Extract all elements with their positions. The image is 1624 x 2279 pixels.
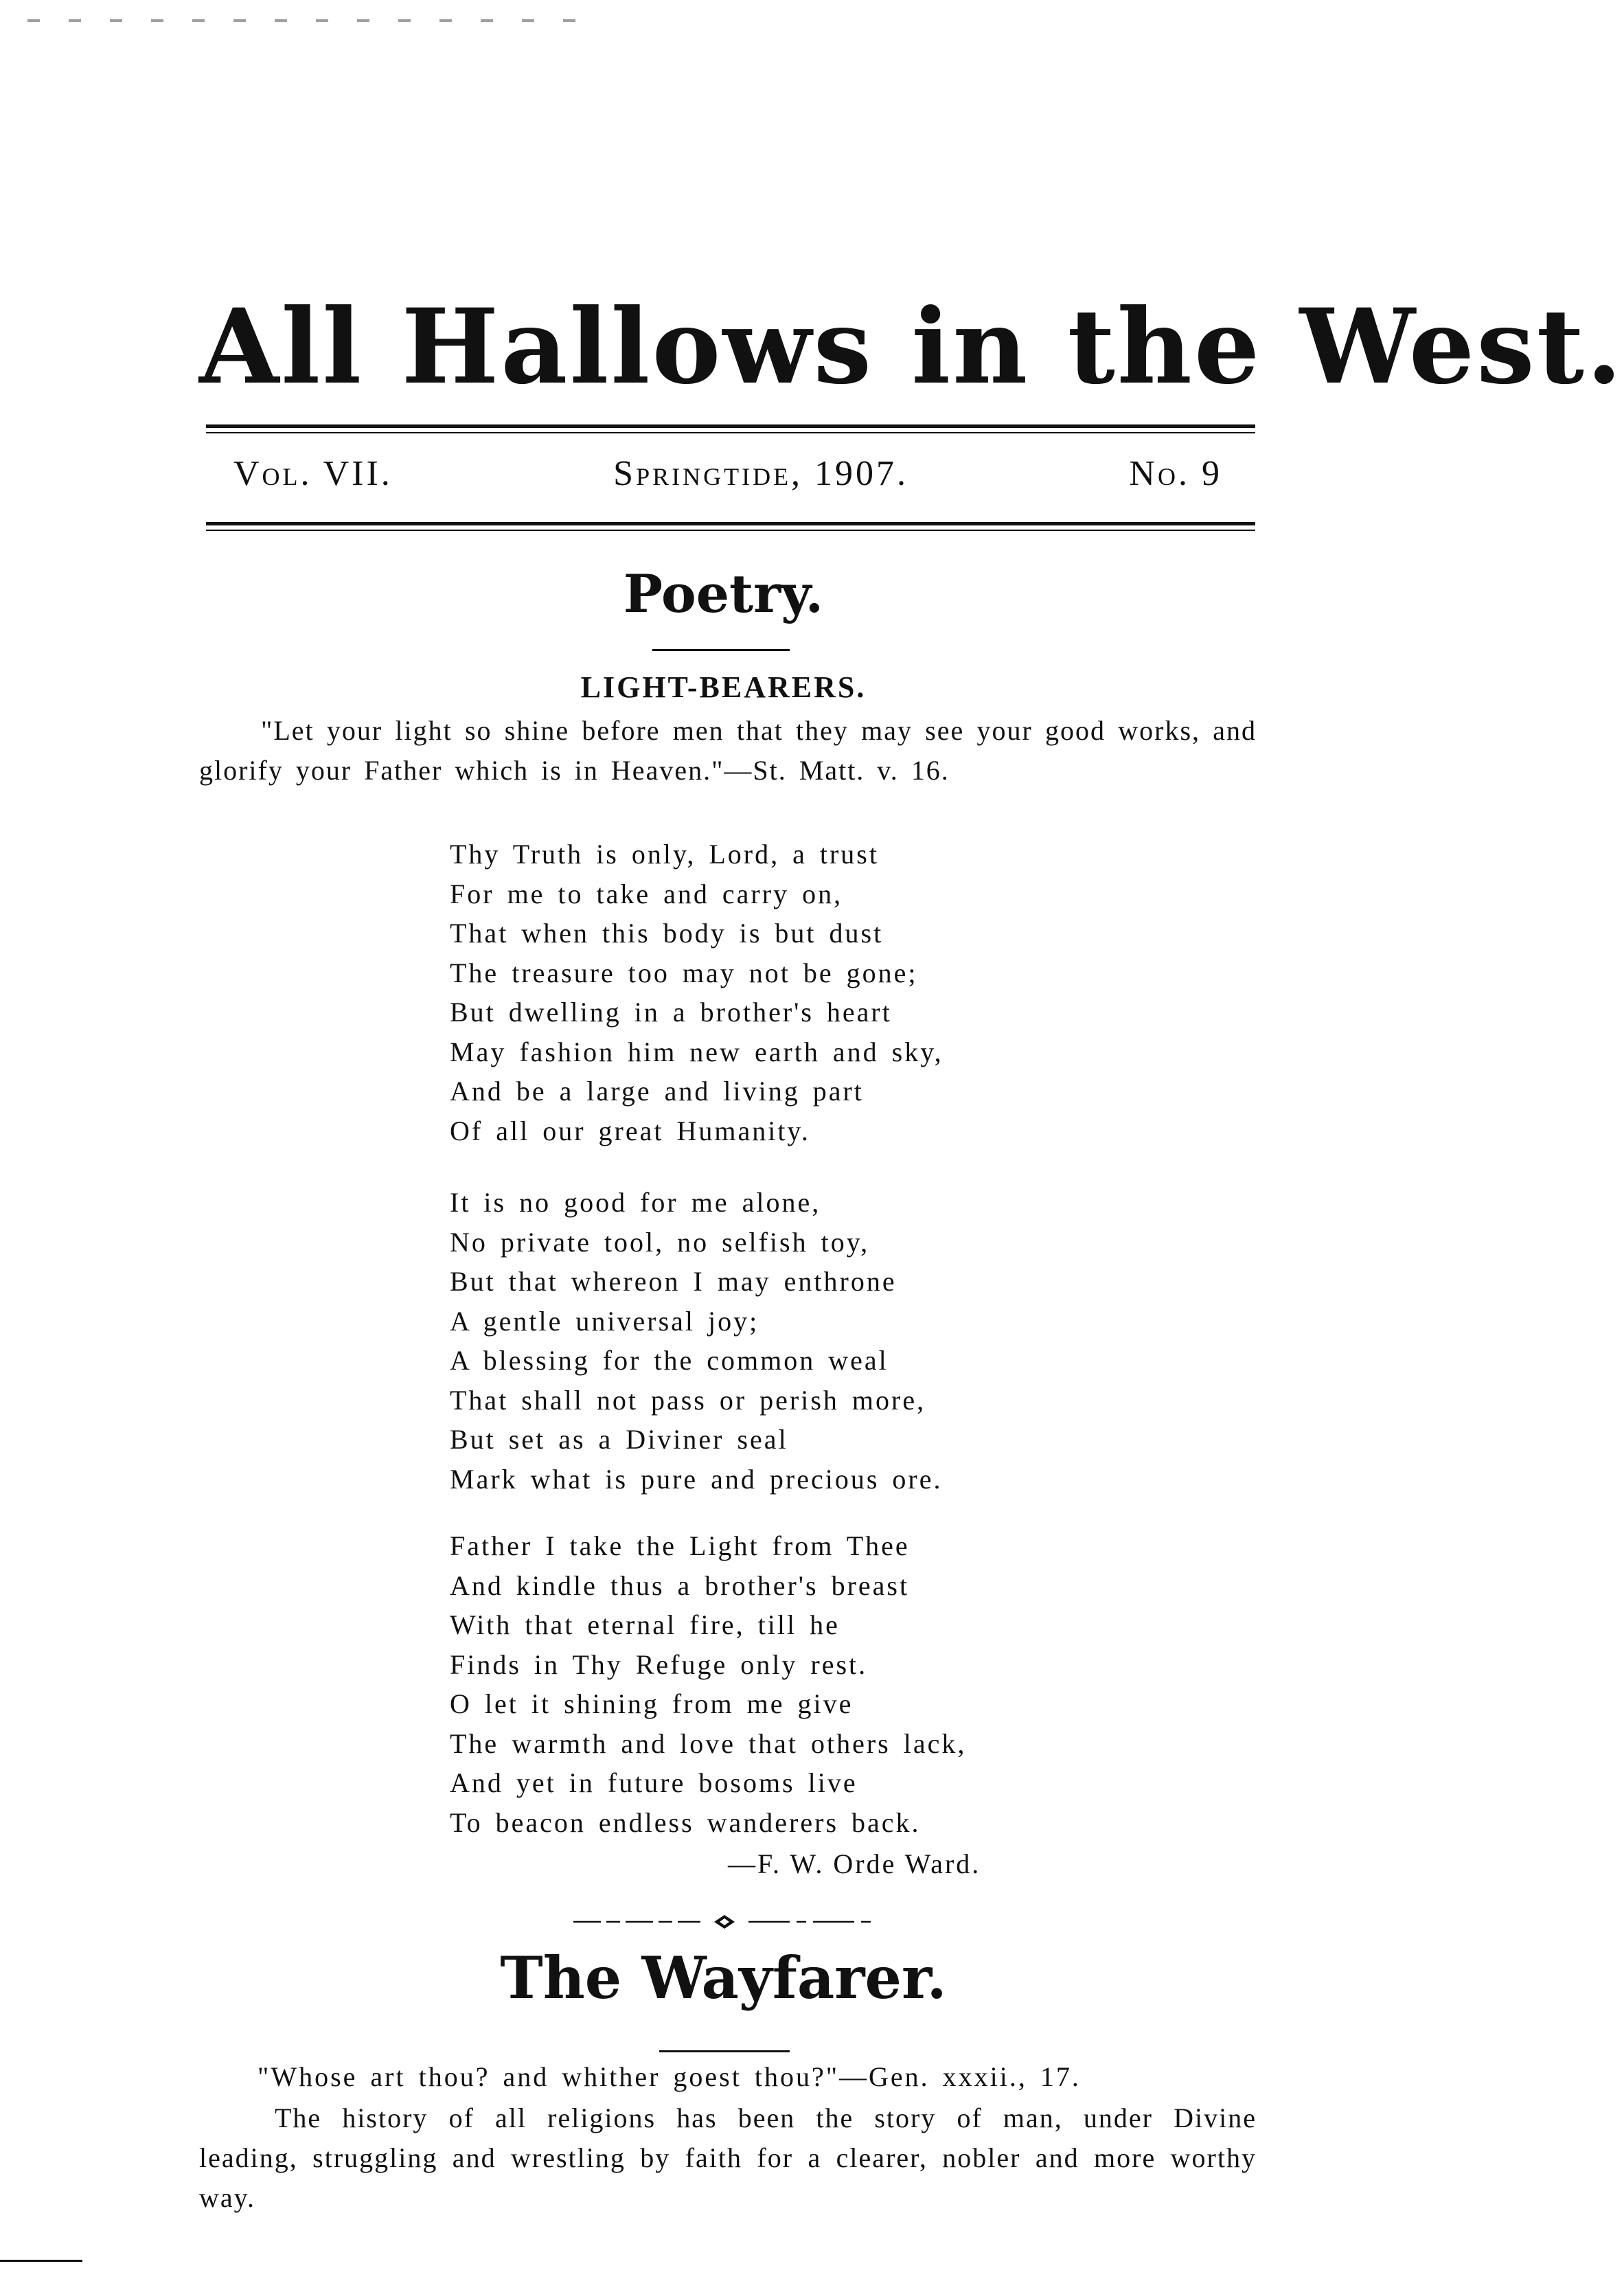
poem-line: A gentle universal joy;	[450, 1305, 759, 1337]
poem-line: And be a large and living part	[450, 1076, 864, 1107]
poem-stanza-1	[450, 835, 943, 1150]
poem-line: But that whereon I may enthrone	[450, 1266, 897, 1297]
scan-artifact-dashes	[27, 19, 577, 22]
volume-label: Vol. VII.	[233, 454, 393, 493]
poem-line: That shall not pass or perish more,	[450, 1384, 926, 1416]
poem-line: And yet in future bosoms live	[450, 1767, 858, 1798]
poem-line: Father I take the Light from Thee	[450, 1530, 910, 1561]
poem-title: LIGHT-BEARERS.	[580, 670, 867, 704]
poem-line: With that eternal fire, till he	[450, 1609, 840, 1640]
poetry-heading-rule	[652, 649, 790, 651]
masthead-rule-bottom	[206, 522, 1255, 531]
issue-date: Springtide, 1907.	[613, 454, 909, 493]
issue-number: No. 9	[1129, 454, 1222, 493]
poem-line: Thy Truth is only, Lord, a trust	[450, 839, 879, 870]
poem-line: O let it shining from me give	[450, 1688, 854, 1719]
issue-line	[233, 453, 1222, 494]
poem-line: It is no good for me alone,	[450, 1187, 821, 1218]
wayfarer-heading-rule	[659, 2050, 790, 2052]
poem-line: But dwelling in a brother's heart	[450, 997, 892, 1028]
poem-epigraph: "Let your light so shine before men that they may see your good works, and glorify your Father which is in Heaven."—St. Matt. v. 16.	[199, 715, 1257, 786]
poem-line: And kindle thus a brother's breast	[450, 1569, 910, 1601]
poem-line: Mark what is pure and precious ore.	[450, 1463, 943, 1495]
footer-rule	[0, 2260, 82, 2262]
poem-line: May fashion him new earth and sky,	[450, 1036, 943, 1067]
poem-stanza-2	[450, 1183, 942, 1499]
poem-line: For me to take and carry on,	[450, 878, 843, 909]
poem-signature: —F. W. Orde Ward.	[728, 1848, 981, 1879]
section-divider-ornament	[573, 1912, 876, 1932]
poem-line: To beacon endless wanderers back.	[450, 1806, 921, 1838]
poem-line: A blessing for the common weal	[450, 1345, 889, 1376]
poem-stanza-3	[450, 1526, 966, 1842]
wayfarer-paragraph: The history of all religions has been the story of man, under Divine leading, struggling and wrestling by faith for a clearer, nobler and more worthy way.	[199, 2102, 1257, 2213]
masthead-title: All Hallows in the West.	[199, 286, 1624, 407]
poem-line: Of all our great Humanity.	[450, 1115, 810, 1146]
poem-line: The warmth and love that others lack,	[450, 1727, 967, 1759]
poem-line: Finds in Thy Refuge only rest.	[450, 1648, 868, 1680]
masthead-rule-top	[206, 424, 1255, 433]
wayfarer-epigraph: "Whose art thou? and whither goest thou?"—Gen. xxxii., 17.	[258, 2061, 1081, 2092]
poetry-heading: Poetry.	[623, 563, 824, 624]
poem-line: That when this body is but dust	[450, 918, 884, 949]
poem-line: The treasure too may not be gone;	[450, 957, 918, 988]
poem-line: But set as a Diviner seal	[450, 1424, 788, 1455]
poem-line: No private tool, no selfish toy,	[450, 1226, 870, 1258]
wayfarer-heading: The Wayfarer.	[500, 1944, 947, 2012]
